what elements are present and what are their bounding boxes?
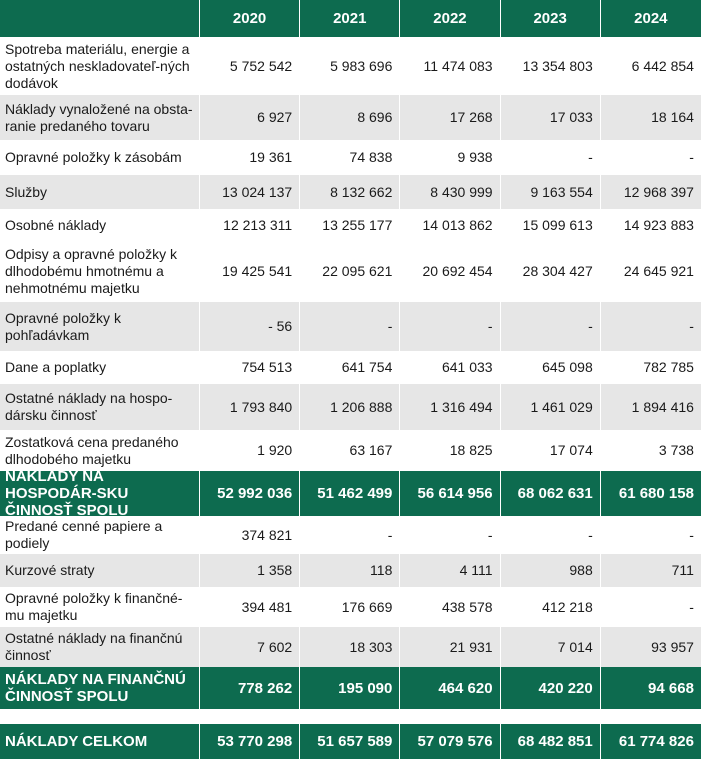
- value-cell: -: [501, 140, 601, 175]
- row-label: Kurzové straty: [0, 554, 200, 587]
- value-cell: 13 024 137: [200, 175, 300, 209]
- row-label: Ostatné náklady na hospo-dársku činnosť: [0, 384, 200, 430]
- value-cell: 176 669: [300, 587, 400, 627]
- value-cell: 19 425 541: [200, 241, 300, 302]
- value-cell: 645 098: [501, 351, 601, 384]
- value-cell: -: [501, 516, 601, 554]
- value-cell: 18 303: [300, 627, 400, 667]
- value-cell: 1 894 416: [631, 398, 694, 415]
- year-header: 2024: [634, 10, 668, 27]
- value-cell: 641 754: [300, 351, 400, 384]
- value-cell: -: [689, 526, 694, 543]
- value-cell: 20 692 454: [400, 241, 500, 302]
- value-cell: 778 262: [200, 667, 300, 709]
- value-cell: 22 095 621: [300, 241, 400, 302]
- value-cell: 53 770 298: [200, 724, 300, 759]
- table-row: [0, 351, 701, 384]
- value-cell: 14 923 883: [623, 216, 694, 233]
- table-row: [0, 37, 701, 95]
- value-cell: 63 167: [300, 430, 400, 471]
- value-cell: -: [689, 318, 694, 334]
- subtotal-row: [0, 667, 701, 709]
- value-cell: 11 474 083: [400, 37, 500, 95]
- value-cell: 1 316 494: [400, 384, 500, 430]
- value-cell: 7 014: [501, 627, 601, 667]
- table-row: [0, 175, 701, 209]
- value-cell: 9 163 554: [501, 175, 601, 209]
- table-row: [0, 241, 701, 302]
- value-cell: 6 927: [200, 95, 300, 140]
- value-cell: 17 033: [501, 95, 601, 140]
- value-cell: 3 738: [658, 442, 694, 458]
- value-cell: - 56: [200, 302, 300, 351]
- table-row: [0, 587, 701, 627]
- row-label: Opravné položky k zásobám: [0, 140, 200, 175]
- value-cell: 195 090: [300, 667, 400, 709]
- value-cell: 438 578: [400, 587, 500, 627]
- value-cell: 9 938: [400, 140, 500, 175]
- header-row: [0, 0, 701, 37]
- table-row: [0, 302, 701, 351]
- table-row: [0, 554, 701, 587]
- row-label: Opravné položky k finančné-mu majetku: [0, 587, 200, 627]
- value-cell: -: [501, 302, 601, 351]
- value-cell: 1 358: [200, 554, 300, 587]
- header-empty-cell: [0, 0, 200, 37]
- value-cell: 61 680 158: [618, 485, 694, 502]
- value-cell: 12 213 311: [200, 209, 300, 241]
- row-label: Odpisy a opravné položky k dlhodobému hmotnému a nehmotnému majetku: [0, 241, 200, 302]
- value-cell: 374 821: [200, 516, 300, 554]
- value-cell: 61 774 826: [618, 733, 694, 750]
- value-cell: 1 461 029: [501, 384, 601, 430]
- value-cell: 988: [501, 554, 601, 587]
- year-header: 2023: [501, 0, 601, 37]
- value-cell: 13 255 177: [300, 209, 400, 241]
- value-cell: 412 218: [501, 587, 601, 627]
- value-cell: 74 838: [300, 140, 400, 175]
- row-label: Ostatné náklady na finančnú činnosť: [0, 627, 200, 667]
- value-cell: 754 513: [200, 351, 300, 384]
- value-cell: -: [300, 516, 400, 554]
- value-cell: 6 442 854: [631, 57, 694, 74]
- value-cell: 420 220: [501, 667, 601, 709]
- value-cell: 21 931: [400, 627, 500, 667]
- year-header: 2021: [300, 0, 400, 37]
- row-label: Osobné náklady: [0, 209, 200, 241]
- value-cell: 1 793 840: [200, 384, 300, 430]
- value-cell: 18 164: [651, 109, 694, 125]
- value-cell: 711: [671, 562, 694, 578]
- subtotal-row: [0, 468, 701, 519]
- value-cell: 17 074: [501, 430, 601, 471]
- value-cell: 93 957: [651, 638, 694, 655]
- value-cell: 24 645 921: [623, 263, 694, 279]
- value-cell: -: [689, 149, 694, 165]
- value-cell: 17 268: [400, 95, 500, 140]
- row-label: Náklady vynaložené na obsta-ranie predaného tovaru: [0, 95, 200, 140]
- value-cell: -: [400, 302, 500, 351]
- value-cell: 5 983 696: [300, 37, 400, 95]
- value-cell: 8 696: [300, 95, 400, 140]
- value-cell: 4 111: [400, 554, 500, 587]
- row-label: Opravné položky k pohľadávkam: [0, 302, 200, 351]
- value-cell: 13 354 803: [501, 37, 601, 95]
- row-label: NÁKLADY NA HOSPODÁR-SKU ČINNOSŤ SPOLU: [0, 471, 200, 516]
- value-cell: 19 361: [200, 140, 300, 175]
- value-cell: 15 099 613: [501, 209, 601, 241]
- value-cell: 7 602: [200, 627, 300, 667]
- value-cell: 464 620: [400, 667, 500, 709]
- value-cell: 8 430 999: [400, 175, 500, 209]
- value-cell: 14 013 862: [400, 209, 500, 241]
- row-label: Zostatková cena predaného dlhodobého majetku: [0, 430, 200, 471]
- value-cell: 68 062 631: [501, 471, 601, 516]
- value-cell: 56 614 956: [400, 471, 500, 516]
- value-cell: 51 462 499: [300, 471, 400, 516]
- table-row: [0, 209, 701, 241]
- table-row: [0, 516, 701, 554]
- table-row: [0, 430, 701, 471]
- value-cell: 8 132 662: [300, 175, 400, 209]
- value-cell: 57 079 576: [400, 724, 500, 759]
- row-label: Predané cenné papiere a podiely: [0, 516, 200, 554]
- table-row: [0, 627, 701, 667]
- value-cell: 641 033: [400, 351, 500, 384]
- value-cell: -: [300, 302, 400, 351]
- row-label: Spotreba materiálu, energie a ostatných neskladovateľ-ných dodávok: [0, 37, 200, 95]
- table-row: [0, 384, 701, 430]
- table-row: [0, 95, 701, 140]
- value-cell: 118: [300, 554, 400, 587]
- row-label: Služby: [0, 175, 200, 209]
- row-label: Dane a poplatky: [0, 351, 200, 384]
- value-cell: 51 657 589: [300, 724, 400, 759]
- value-cell: 782 785: [643, 359, 694, 375]
- value-cell: 394 481: [200, 587, 300, 627]
- value-cell: 1 206 888: [300, 384, 400, 430]
- total-row: [0, 724, 701, 759]
- value-cell: 94 668: [648, 679, 694, 697]
- table-row: [0, 140, 701, 175]
- year-header: 2022: [400, 0, 500, 37]
- year-header: 2020: [200, 0, 300, 37]
- value-cell: -: [689, 598, 694, 615]
- value-cell: 5 752 542: [200, 37, 300, 95]
- row-label: NÁKLADY CELKOM: [0, 724, 200, 759]
- value-cell: 12 968 397: [623, 183, 694, 200]
- value-cell: 68 482 851: [501, 724, 601, 759]
- value-cell: -: [400, 516, 500, 554]
- value-cell: 28 304 427: [501, 241, 601, 302]
- value-cell: 52 992 036: [200, 471, 300, 516]
- value-cell: 18 825: [400, 430, 500, 471]
- row-label: NÁKLADY NA FINANČNÚ ČINNOSŤ SPOLU: [0, 667, 200, 709]
- value-cell: 1 920: [200, 430, 300, 471]
